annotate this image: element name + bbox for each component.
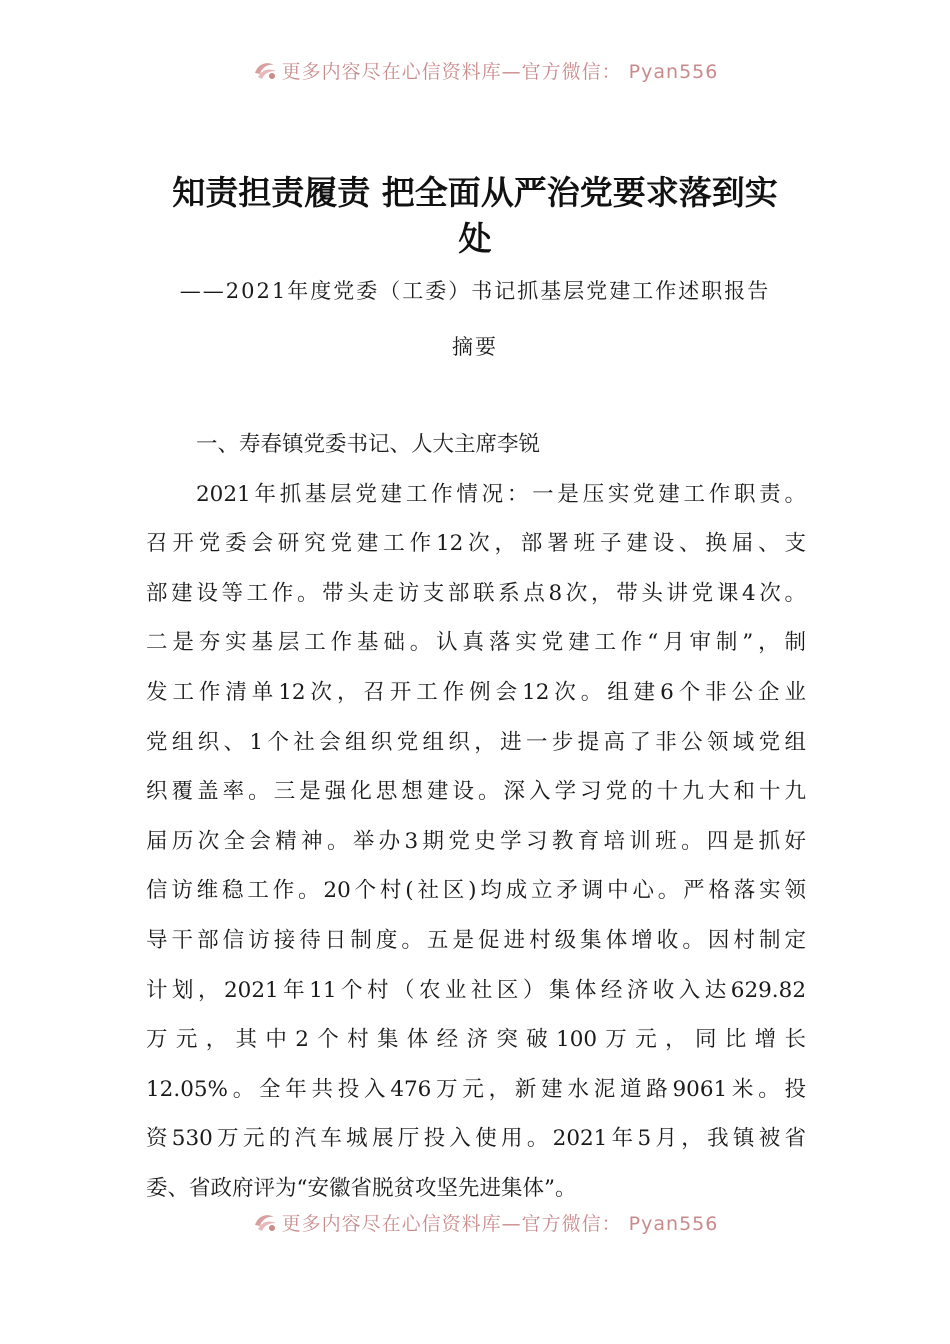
body-line: 届历次全会精神。举办3期党史学习教育培训班。四是抓好 (146, 828, 806, 854)
watermark-top (0, 56, 950, 84)
watermark-bottom (0, 1208, 950, 1236)
section-heading: 一、寿春镇党委书记、人大主席李锐 (196, 432, 541, 457)
body-line: 资530万元的汽车城展厅投入使用。2021年5月，我镇被省 (146, 1126, 806, 1152)
body-line: 计划，2021年11个村（农业社区）集体经济收入达629.82 (146, 977, 806, 1003)
watermark-logo-icon (252, 59, 278, 81)
body-line: 导干部信访接待日制度。五是促进村级集体增收。因村制定 (146, 927, 806, 953)
watermark-text: 更多内容尽在心信资料库—官方微信： Pyan556 (281, 1212, 719, 1235)
body-line: 二是夯实基层工作基础。认真落实党建工作“月审制”，制 (146, 630, 806, 656)
body-line: 信访维稳工作。20个村(社区)均成立矛调中心。严格落实领 (146, 878, 806, 904)
document-title (140, 170, 810, 262)
body-line: 织覆盖率。三是强化思想建设。深入学习党的十九大和十九 (146, 779, 806, 805)
body-line: 12.05%。全年共投入476万元，新建水泥道路9061米。投 (146, 1076, 806, 1102)
body-line: 召开党委会研究党建工作12次，部署班子建设、换届、支 (146, 531, 806, 557)
document-subtitle: ——2021年度党委（工委）书记抓基层党建工作述职报告 (179, 279, 771, 303)
body-line: 部建设等工作。带头走访支部联系点8次，带头讲党课4次。 (146, 580, 806, 606)
document-body (146, 420, 806, 1214)
title-line-1: 知责担责履责 把全面从严治党要求落到实 (172, 173, 778, 212)
watermark-text: 更多内容尽在心信资料库—官方微信： Pyan556 (281, 60, 719, 83)
watermark-logo-icon (252, 1211, 278, 1233)
document-subtitle-abstract: 摘要 (452, 335, 498, 359)
body-line: 2021年抓基层党建工作情况：一是压实党建工作职责。 (196, 481, 806, 507)
title-line-2: 处 (458, 219, 492, 258)
body-line: 委、省政府评为“安徽省脱贫攻坚先进集体”。 (146, 1175, 577, 1201)
body-line: 万元，其中2个村集体经济突破100万元，同比增长 (146, 1027, 806, 1053)
body-line: 党组织、1个社会组织党组织，进一步提高了非公领域党组 (146, 729, 806, 755)
body-line: 发工作清单12次，召开工作例会12次。组建6个非公企业 (146, 679, 806, 705)
